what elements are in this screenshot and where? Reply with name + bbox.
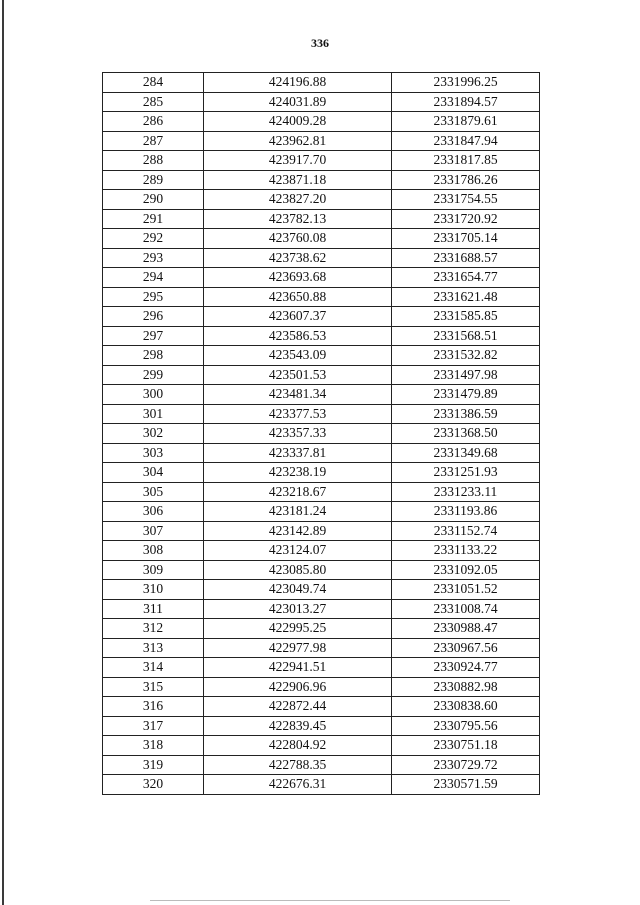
table-row <box>103 92 540 112</box>
y-coordinate-cell: 2330571.59 <box>392 775 540 795</box>
x-coordinate-cell: 422941.51 <box>204 658 392 678</box>
table-row <box>103 73 540 93</box>
point-id-cell: 298 <box>103 346 204 366</box>
y-coordinate-cell: 2331349.68 <box>392 443 540 463</box>
x-coordinate-cell: 422788.35 <box>204 755 392 775</box>
table-row <box>103 502 540 522</box>
point-id-cell: 290 <box>103 190 204 210</box>
y-coordinate-cell: 2331368.50 <box>392 424 540 444</box>
y-coordinate-cell: 2330967.56 <box>392 638 540 658</box>
point-id-cell: 287 <box>103 131 204 151</box>
table-row <box>103 307 540 327</box>
table-row <box>103 716 540 736</box>
y-coordinate-cell: 2331133.22 <box>392 541 540 561</box>
y-coordinate-cell: 2331996.25 <box>392 73 540 93</box>
point-id-cell: 317 <box>103 716 204 736</box>
y-coordinate-cell: 2331568.51 <box>392 326 540 346</box>
point-id-cell: 312 <box>103 619 204 639</box>
y-coordinate-cell: 2330988.47 <box>392 619 540 639</box>
y-coordinate-cell: 2331193.86 <box>392 502 540 522</box>
x-coordinate-cell: 423871.18 <box>204 170 392 190</box>
point-id-cell: 291 <box>103 209 204 229</box>
y-coordinate-cell: 2331817.85 <box>392 151 540 171</box>
table-row <box>103 112 540 132</box>
x-coordinate-cell: 422804.92 <box>204 736 392 756</box>
page-left-edge <box>2 0 4 905</box>
y-coordinate-cell: 2331532.82 <box>392 346 540 366</box>
x-coordinate-cell: 423238.19 <box>204 463 392 483</box>
y-coordinate-cell: 2331754.55 <box>392 190 540 210</box>
table-row <box>103 365 540 385</box>
table-row <box>103 619 540 639</box>
point-id-cell: 306 <box>103 502 204 522</box>
x-coordinate-cell: 423357.33 <box>204 424 392 444</box>
x-coordinate-cell: 423917.70 <box>204 151 392 171</box>
y-coordinate-cell: 2331894.57 <box>392 92 540 112</box>
y-coordinate-cell: 2331386.59 <box>392 404 540 424</box>
point-id-cell: 307 <box>103 521 204 541</box>
table-row <box>103 736 540 756</box>
table-row <box>103 404 540 424</box>
table-row <box>103 229 540 249</box>
point-id-cell: 309 <box>103 560 204 580</box>
table-row <box>103 463 540 483</box>
point-id-cell: 303 <box>103 443 204 463</box>
point-id-cell: 320 <box>103 775 204 795</box>
point-id-cell: 318 <box>103 736 204 756</box>
y-coordinate-cell: 2331786.26 <box>392 170 540 190</box>
y-coordinate-cell: 2331051.52 <box>392 580 540 600</box>
point-id-cell: 319 <box>103 755 204 775</box>
x-coordinate-cell: 422839.45 <box>204 716 392 736</box>
x-coordinate-cell: 424196.88 <box>204 73 392 93</box>
x-coordinate-cell: 423142.89 <box>204 521 392 541</box>
point-id-cell: 296 <box>103 307 204 327</box>
point-id-cell: 299 <box>103 365 204 385</box>
y-coordinate-cell: 2331688.57 <box>392 248 540 268</box>
table-row <box>103 560 540 580</box>
table-row <box>103 424 540 444</box>
x-coordinate-cell: 423782.13 <box>204 209 392 229</box>
x-coordinate-cell: 423377.53 <box>204 404 392 424</box>
y-coordinate-cell: 2331008.74 <box>392 599 540 619</box>
point-id-cell: 284 <box>103 73 204 93</box>
table-row <box>103 775 540 795</box>
point-id-cell: 285 <box>103 92 204 112</box>
x-coordinate-cell: 423218.67 <box>204 482 392 502</box>
point-id-cell: 308 <box>103 541 204 561</box>
y-coordinate-cell: 2330924.77 <box>392 658 540 678</box>
x-coordinate-cell: 423181.24 <box>204 502 392 522</box>
table-row <box>103 170 540 190</box>
x-coordinate-cell: 422676.31 <box>204 775 392 795</box>
x-coordinate-cell: 423650.88 <box>204 287 392 307</box>
y-coordinate-cell: 2331152.74 <box>392 521 540 541</box>
x-coordinate-cell: 422906.96 <box>204 677 392 697</box>
y-coordinate-cell: 2331654.77 <box>392 268 540 288</box>
x-coordinate-cell: 423738.62 <box>204 248 392 268</box>
x-coordinate-cell: 423586.53 <box>204 326 392 346</box>
y-coordinate-cell: 2331251.93 <box>392 463 540 483</box>
page-number: 336 <box>311 36 329 50</box>
table-row <box>103 131 540 151</box>
y-coordinate-cell: 2331092.05 <box>392 560 540 580</box>
table-row <box>103 385 540 405</box>
table-row <box>103 541 540 561</box>
point-id-cell: 305 <box>103 482 204 502</box>
table-row <box>103 346 540 366</box>
y-coordinate-cell: 2331497.98 <box>392 365 540 385</box>
point-id-cell: 297 <box>103 326 204 346</box>
x-coordinate-cell: 423124.07 <box>204 541 392 561</box>
point-id-cell: 304 <box>103 463 204 483</box>
y-coordinate-cell: 2331720.92 <box>392 209 540 229</box>
x-coordinate-cell: 422977.98 <box>204 638 392 658</box>
y-coordinate-cell: 2330882.98 <box>392 677 540 697</box>
x-coordinate-cell: 423760.08 <box>204 229 392 249</box>
point-id-cell: 313 <box>103 638 204 658</box>
y-coordinate-cell: 2331847.94 <box>392 131 540 151</box>
x-coordinate-cell: 423962.81 <box>204 131 392 151</box>
table-row <box>103 443 540 463</box>
point-id-cell: 295 <box>103 287 204 307</box>
point-id-cell: 301 <box>103 404 204 424</box>
x-coordinate-cell: 423085.80 <box>204 560 392 580</box>
y-coordinate-cell: 2330838.60 <box>392 697 540 717</box>
x-coordinate-cell: 423543.09 <box>204 346 392 366</box>
point-id-cell: 316 <box>103 697 204 717</box>
x-coordinate-cell: 423013.27 <box>204 599 392 619</box>
point-id-cell: 292 <box>103 229 204 249</box>
y-coordinate-cell: 2330751.18 <box>392 736 540 756</box>
x-coordinate-cell: 422995.25 <box>204 619 392 639</box>
table-row <box>103 482 540 502</box>
table-row <box>103 326 540 346</box>
coordinate-table-body <box>103 73 540 795</box>
table-row <box>103 209 540 229</box>
table-row <box>103 287 540 307</box>
table-row <box>103 268 540 288</box>
table-row <box>103 580 540 600</box>
x-coordinate-cell: 424009.28 <box>204 112 392 132</box>
x-coordinate-cell: 424031.89 <box>204 92 392 112</box>
point-id-cell: 311 <box>103 599 204 619</box>
table-row <box>103 151 540 171</box>
x-coordinate-cell: 422872.44 <box>204 697 392 717</box>
x-coordinate-cell: 423337.81 <box>204 443 392 463</box>
table-row <box>103 248 540 268</box>
point-id-cell: 300 <box>103 385 204 405</box>
point-id-cell: 288 <box>103 151 204 171</box>
page-bottom-rule <box>150 900 510 901</box>
point-id-cell: 289 <box>103 170 204 190</box>
y-coordinate-cell: 2331479.89 <box>392 385 540 405</box>
table-row <box>103 755 540 775</box>
coordinate-table <box>102 72 540 795</box>
y-coordinate-cell: 2331879.61 <box>392 112 540 132</box>
x-coordinate-cell: 423827.20 <box>204 190 392 210</box>
x-coordinate-cell: 423693.68 <box>204 268 392 288</box>
table-row <box>103 658 540 678</box>
table-row <box>103 190 540 210</box>
point-id-cell: 315 <box>103 677 204 697</box>
table-row <box>103 599 540 619</box>
y-coordinate-cell: 2331233.11 <box>392 482 540 502</box>
x-coordinate-cell: 423049.74 <box>204 580 392 600</box>
point-id-cell: 294 <box>103 268 204 288</box>
x-coordinate-cell: 423481.34 <box>204 385 392 405</box>
table-row <box>103 677 540 697</box>
y-coordinate-cell: 2330795.56 <box>392 716 540 736</box>
point-id-cell: 302 <box>103 424 204 444</box>
point-id-cell: 286 <box>103 112 204 132</box>
y-coordinate-cell: 2330729.72 <box>392 755 540 775</box>
x-coordinate-cell: 423607.37 <box>204 307 392 327</box>
table-row <box>103 697 540 717</box>
table-row <box>103 521 540 541</box>
y-coordinate-cell: 2331621.48 <box>392 287 540 307</box>
y-coordinate-cell: 2331705.14 <box>392 229 540 249</box>
table-row <box>103 638 540 658</box>
point-id-cell: 310 <box>103 580 204 600</box>
point-id-cell: 314 <box>103 658 204 678</box>
x-coordinate-cell: 423501.53 <box>204 365 392 385</box>
point-id-cell: 293 <box>103 248 204 268</box>
y-coordinate-cell: 2331585.85 <box>392 307 540 327</box>
